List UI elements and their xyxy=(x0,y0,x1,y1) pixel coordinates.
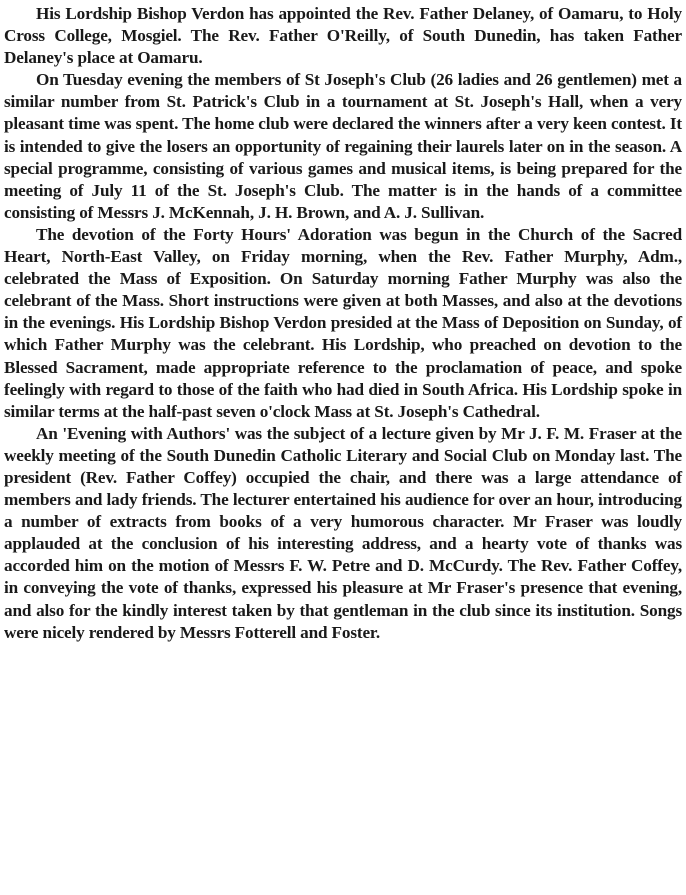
article-paragraph-evening-with-authors: An 'Evening with Authors' was the subject of a lecture given by Mr J. F. M. Fraser at the weekly meeting of the South Dunedin Catholic Literary and Social Club on Monday last. The president (Rev. Father Coffey) occupied the chair, and there was a large attendance of members and lady friends. The lecturer entertained his audience for over an hour, introducing a number of extracts from books of a very humorous character. Mr Fraser was loudly applauded at the conclusion of his interesting address, and a hearty vote of thanks was accorded him on the motion of Messrs F. W. Petre and D. McCurdy. The Rev. Father Coffey, in conveying the vote of thanks, expressed his pleasure at Mr Fraser's presence that evening, and also for the kindly interest taken by that gentleman in the club since its institution. Songs were nicely rendered by Messrs Fotterell and Foster. xyxy=(4,423,682,642)
newspaper-article xyxy=(4,3,682,644)
article-paragraph-club-tournament: On Tuesday evening the members of St Joseph's Club (26 ladies and 26 gentlemen) met a similar number from St. Patrick's Club in a tournament at St. Joseph's Hall, when a very pleasant time was spent. The home club were declared the winners after a very keen contest. It is intended to give the losers an opportunity of regaining their laurels later on in the season. A special programme, consisting of various games and musical items, is being prepared for the meeting of July 11 of the St. Joseph's Club. The matter is in the hands of a committee consisting of Messrs J. McKennah, J. H. Brown, and A. J. Sullivan. xyxy=(4,70,682,222)
article-paragraph-forty-hours-devotion: The devotion of the Forty Hours' Adoration was begun in the Church of the Sacred Heart, North-East Valley, on Friday morning, when the Rev. Father Murphy, Adm., celebrated the Mass of Exposition. On Saturday morning Father Murphy was also the celebrant of the Mass. Short instructions were given at both Masses, and also at the devotions in the evenings. His Lordship Bishop Verdon presided at the Mass of Deposition on Sunday, of which Father Murphy was the celebrant. His Lordship, who preached on devotion to the Blessed Sacrament, made appropriate reference to the proclamation of peace, and spoke feelingly with regard to those of the faith who had died in South Africa. His Lordship spoke in similar terms at the half-past seven o'clock Mass at St. Joseph's Cathedral. xyxy=(4,224,682,421)
article-paragraph-bishop-appointments: His Lordship Bishop Verdon has appointed the Rev. Father Delaney, of Oamaru, to Holy Cross College, Mosgiel. The Rev. Father O'Reilly, of South Dunedin, has taken Father Delaney's place at Oamaru. xyxy=(4,4,682,68)
